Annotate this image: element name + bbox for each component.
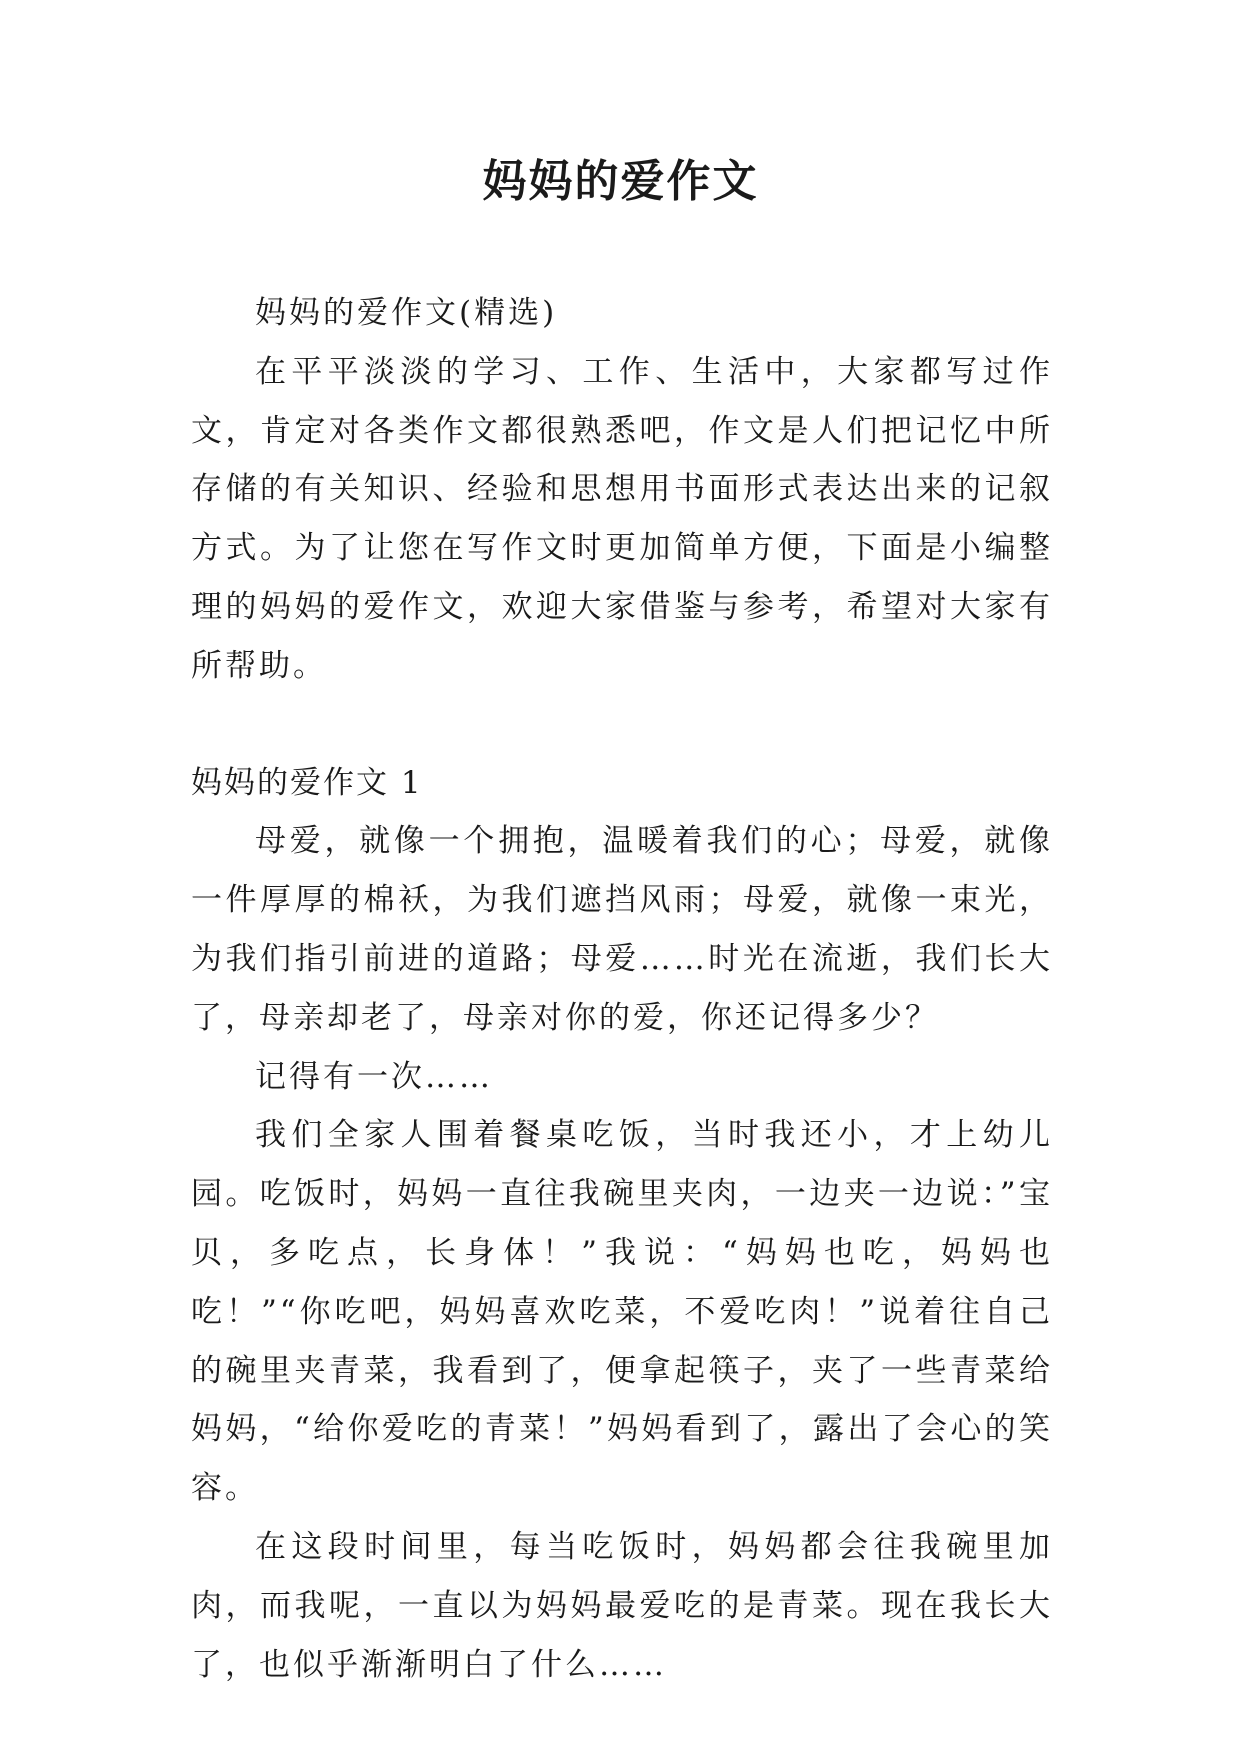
document-body — [191, 284, 1053, 1694]
document-title: 妈妈的爱作文 — [482, 156, 759, 207]
intro-paragraph: 在平平淡淡的学习、工作、生活中，大家都写过作文，肯定对各类作文都很熟悉吧，作文是人们把记忆中所存储的有关知识、经验和思想用书面形式表达出来的记叙方式。为了让您在写作文时更加简单方便，下面是小编整理的妈妈的爱作文，欢迎大家借鉴与参考，希望对大家有所帮助。 — [191, 353, 1053, 684]
section-spacer — [191, 696, 1053, 754]
body-paragraph-4: 在这段时间里，每当吃饭时，妈妈都会往我碗里加肉，而我呢，一直以为妈妈最爱吃的是青菜。现在我长大了，也似乎渐渐明白了什么…… — [191, 1528, 1053, 1683]
body-paragraph-3: 我们全家人围着餐桌吃饭，当时我还小，才上幼儿园。吃饭时，妈妈一直往我碗里夹肉，一边夹一边说：”宝贝，多吃点，长身体！”我说：“妈妈也吃，妈妈也吃！”“你吃吧，妈妈喜欢吃菜，不爱吃肉！”说着往自己的碗里夹青菜，我看到了，便拿起筷子，夹了一些青菜给妈妈，“给你爱吃的青菜！”妈妈看到了，露出了会心的笑容。 — [191, 1117, 1053, 1507]
section-heading: 妈妈的爱作文 1 — [191, 764, 423, 801]
body-paragraph-1: 母爱，就像一个拥抱，温暖着我们的心；母爱，就像一件厚厚的棉袄，为我们遮挡风雨；母爱，就像一束光，为我们指引前进的道路；母爱……时光在流逝，我们长大了，母亲却老了，母亲对你的爱，你还记得多少？ — [191, 823, 1053, 1036]
document-subtitle: 妈妈的爱作文(精选) — [255, 295, 558, 331]
body-paragraph-2: 记得有一次…… — [255, 1058, 493, 1095]
